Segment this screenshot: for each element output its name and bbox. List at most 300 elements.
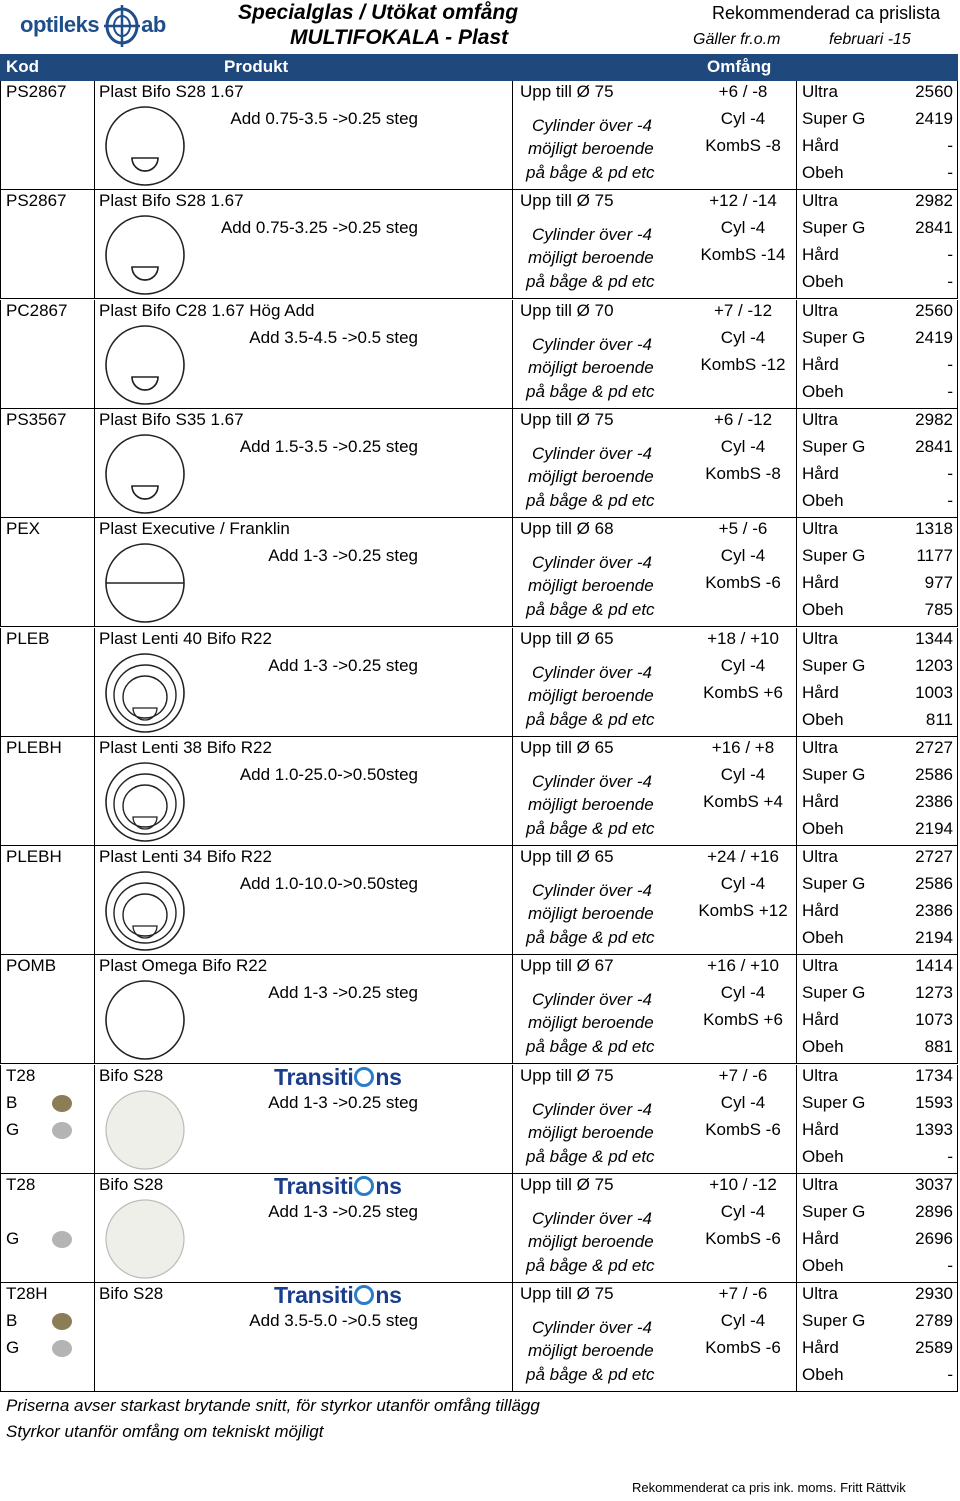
price: 1414 xyxy=(915,956,953,976)
komb-limit: KombS -12 xyxy=(700,354,786,374)
lens-diagram-icon xyxy=(102,103,188,189)
column-divider xyxy=(0,1065,1,1173)
transitions-ring-icon xyxy=(354,1285,374,1305)
coating-type: Ultra xyxy=(802,1065,838,1085)
cylinder-note-2: möjligt beroende xyxy=(528,466,654,486)
column-divider xyxy=(796,190,797,298)
cyl-limit: Cyl -4 xyxy=(720,436,766,456)
power-range: +10 / -12 xyxy=(709,1175,777,1194)
cyl-limit: Cyl -4 xyxy=(720,655,766,675)
column-divider xyxy=(94,190,95,298)
price: - xyxy=(947,272,953,292)
column-divider xyxy=(0,518,1,626)
column-divider xyxy=(512,190,513,298)
product-name: Plast Bifo S28 1.67 xyxy=(99,191,244,211)
column-divider xyxy=(796,737,797,845)
column-divider xyxy=(0,409,1,517)
column-divider xyxy=(512,1065,513,1173)
cyl-limit: Cyl -4 xyxy=(720,218,766,238)
cylinder-note-2: möjligt beroende xyxy=(528,357,654,377)
product-name: Bifo S28 xyxy=(99,1284,164,1304)
power-range: +7 / -6 xyxy=(718,1284,768,1304)
price: 2982 xyxy=(915,409,953,429)
coating-type: Hård xyxy=(802,1338,839,1358)
power-range: +6 / -12 xyxy=(713,409,773,429)
price: 2841 xyxy=(915,218,953,238)
coating-type: Obeh xyxy=(802,1037,844,1057)
column-divider xyxy=(796,955,797,1063)
column-header-bar xyxy=(0,54,958,81)
cylinder-note-2: möjligt beroende xyxy=(528,248,654,268)
column-divider xyxy=(0,300,1,408)
coating-type: Super G xyxy=(802,983,866,1003)
cylinder-note-2: möjligt beroende xyxy=(528,1232,654,1251)
coating-type: Ultra xyxy=(802,1284,838,1304)
diameter: Upp till Ø 70 xyxy=(520,300,614,320)
diameter: Upp till Ø 67 xyxy=(520,956,614,976)
cyl-limit: Cyl -4 xyxy=(720,1202,766,1221)
price: 3037 xyxy=(915,1175,953,1194)
valid-from-date: februari -15 xyxy=(829,31,911,48)
product-code: PLEBH xyxy=(6,737,62,757)
logo-crosshair-icon xyxy=(102,4,142,48)
cylinder-note-1: Cylinder över -4 xyxy=(532,116,652,135)
coating-type: Ultra xyxy=(802,191,838,211)
cyl-limit: Cyl -4 xyxy=(720,983,766,1003)
product-row xyxy=(0,81,958,190)
column-divider xyxy=(512,81,513,189)
product-row xyxy=(0,190,958,299)
price: 977 xyxy=(924,573,953,593)
price: 1073 xyxy=(915,1010,953,1030)
product-name: Plast Bifo S35 1.67 xyxy=(99,409,244,429)
product-row xyxy=(0,518,958,627)
komb-limit: KombS +4 xyxy=(703,791,783,811)
cylinder-note-1: Cylinder över -4 xyxy=(532,553,652,573)
coating-type: Obeh xyxy=(802,1365,844,1385)
coating-type: Hård xyxy=(802,1229,839,1248)
coating-type: Super G xyxy=(802,764,866,784)
tint-label: G xyxy=(6,1229,20,1248)
coating-type: Super G xyxy=(802,218,866,238)
coating-type: Obeh xyxy=(802,709,844,729)
product-name: Plast Bifo S28 1.67 xyxy=(99,82,244,101)
column-divider xyxy=(957,81,958,189)
add-range: Add 1.0-25.0->0.50steg xyxy=(239,764,418,784)
price: - xyxy=(947,1256,953,1275)
tint-label: B xyxy=(6,1311,18,1331)
cylinder-note-2: möjligt beroende xyxy=(528,904,654,924)
coating-type: Hård xyxy=(802,1010,839,1030)
column-divider xyxy=(796,1283,797,1391)
product-code: POMB xyxy=(6,956,57,976)
product-row xyxy=(0,737,958,846)
column-divider xyxy=(796,1174,797,1282)
price: 2419 xyxy=(915,109,953,128)
add-range: Add 3.5-5.0 ->0.5 steg xyxy=(249,1311,418,1331)
price: 881 xyxy=(924,1037,953,1057)
column-divider xyxy=(512,300,513,408)
lens-diagram-icon xyxy=(102,868,188,954)
product-code: PS2867 xyxy=(6,191,67,211)
price: 2789 xyxy=(915,1311,953,1331)
coating-type: Obeh xyxy=(802,600,844,620)
coating-type: Ultra xyxy=(802,409,838,429)
column-divider xyxy=(94,1283,95,1391)
coating-type: Super G xyxy=(802,546,866,566)
product-code: PS3567 xyxy=(6,409,67,429)
cylinder-note-1: Cylinder över -4 xyxy=(532,225,652,245)
price: 1344 xyxy=(915,628,953,648)
cylinder-note-2: möjligt beroende xyxy=(528,576,654,596)
add-range: Add 1.5-3.5 ->0.25 steg xyxy=(239,436,418,456)
column-divider xyxy=(796,300,797,408)
price: 2194 xyxy=(915,818,953,838)
power-range: +12 / -14 xyxy=(709,191,777,211)
add-range: Add 1.0-10.0->0.50steg xyxy=(239,874,418,894)
tint-color-swatch xyxy=(52,1231,72,1248)
price: 2386 xyxy=(915,901,953,921)
column-divider xyxy=(94,81,95,189)
product-name: Plast Lenti 34 Bifo R22 xyxy=(99,847,272,867)
tint-label: B xyxy=(6,1092,18,1112)
komb-limit: KombS +12 xyxy=(698,901,788,921)
column-divider xyxy=(512,955,513,1063)
column-divider xyxy=(0,737,1,845)
product-code: PEX xyxy=(6,519,41,539)
column-divider xyxy=(512,409,513,517)
komb-limit: KombS +6 xyxy=(703,1010,783,1030)
coating-type: Hård xyxy=(802,901,839,921)
cylinder-note-3: på båge & pd etc xyxy=(526,490,655,510)
cylinder-note-3: på båge & pd etc xyxy=(526,818,655,838)
transitions-text-1: Transiti xyxy=(274,1282,354,1309)
price: - xyxy=(947,381,953,401)
cyl-limit: Cyl -4 xyxy=(720,1311,766,1331)
logo-text: optileks ab xyxy=(20,12,166,37)
coating-type: Ultra xyxy=(802,300,838,320)
column-divider xyxy=(796,1065,797,1173)
coating-type: Super G xyxy=(802,436,866,456)
valid-from-label: Gäller fr.o.m xyxy=(693,31,781,48)
product-row xyxy=(0,409,958,518)
product-row xyxy=(0,1065,958,1174)
cylinder-note-2: möjligt beroende xyxy=(528,1013,654,1033)
transitions-text-1: Transiti xyxy=(274,1173,354,1199)
column-divider xyxy=(796,81,797,189)
price: - xyxy=(947,1365,953,1385)
cylinder-note-1: Cylinder över -4 xyxy=(532,1099,652,1119)
add-range: Add 0.75-3.5 ->0.25 steg xyxy=(230,109,418,128)
cylinder-note-3: på båge & pd etc xyxy=(526,381,655,401)
lens-diagram-icon xyxy=(102,540,188,626)
diameter: Upp till Ø 75 xyxy=(520,191,614,211)
price: 2727 xyxy=(915,847,953,867)
cylinder-note-2: möjligt beroende xyxy=(528,1122,654,1142)
product-name: Plast Lenti 38 Bifo R22 xyxy=(99,737,272,757)
add-range: Add 1-3 ->0.25 steg xyxy=(268,1202,418,1221)
column-divider xyxy=(94,737,95,845)
price: 2982 xyxy=(915,191,953,211)
coating-type: Obeh xyxy=(802,1256,844,1275)
add-range: Add 0.75-3.25 ->0.25 steg xyxy=(220,218,418,238)
cylinder-note-1: Cylinder över -4 xyxy=(532,1318,652,1338)
price: 2589 xyxy=(915,1338,953,1358)
price: 2386 xyxy=(915,791,953,811)
price: - xyxy=(947,463,953,483)
col-kod: Kod xyxy=(6,57,40,76)
cyl-limit: Cyl -4 xyxy=(720,546,766,566)
cylinder-note-1: Cylinder över -4 xyxy=(532,990,652,1010)
lens-diagram-icon xyxy=(102,1087,188,1173)
price: - xyxy=(947,245,953,265)
transitions-text-2: ns xyxy=(375,1282,402,1309)
column-divider xyxy=(957,1283,958,1391)
lens-diagram-icon xyxy=(102,212,188,298)
coating-type: Obeh xyxy=(802,163,844,182)
footer-note-1: Priserna avser starkast brytande snitt, för styrkor utanför omfång tillägg xyxy=(6,1396,540,1415)
price: 1318 xyxy=(915,519,953,539)
footer-note-2: Styrkor utanför omfång om tekniskt möjligt xyxy=(6,1422,324,1441)
cylinder-note-3: på båge & pd etc xyxy=(526,600,655,620)
coating-type: Ultra xyxy=(802,847,838,867)
cylinder-note-1: Cylinder över -4 xyxy=(532,771,652,791)
add-range: Add 1-3 ->0.25 steg xyxy=(268,546,418,566)
coating-type: Ultra xyxy=(802,1175,838,1194)
tint-label: G xyxy=(6,1338,20,1358)
column-divider xyxy=(0,846,1,954)
komb-limit: KombS -6 xyxy=(705,1338,781,1358)
cylinder-note-3: på båge & pd etc xyxy=(526,709,655,729)
product-row xyxy=(0,1174,958,1283)
diameter: Upp till Ø 75 xyxy=(520,409,614,429)
diameter: Upp till Ø 75 xyxy=(520,1175,614,1194)
tint-label: G xyxy=(6,1119,20,1139)
cyl-limit: Cyl -4 xyxy=(720,874,766,894)
col-omfang: Omfång xyxy=(707,57,772,76)
komb-limit: KombS +6 xyxy=(703,682,783,702)
coating-type: Ultra xyxy=(802,956,838,976)
cylinder-note-2: möjligt beroende xyxy=(528,1341,654,1361)
coating-type: Hård xyxy=(802,682,839,702)
transitions-logo xyxy=(274,1064,402,1091)
column-divider xyxy=(957,846,958,954)
diameter: Upp till Ø 75 xyxy=(520,82,614,101)
price: - xyxy=(947,163,953,182)
price: 785 xyxy=(924,600,953,620)
tint-color-swatch xyxy=(52,1095,72,1112)
column-divider xyxy=(957,628,958,736)
coating-type: Super G xyxy=(802,1092,866,1112)
coating-type: Super G xyxy=(802,874,866,894)
transitions-ring-icon xyxy=(354,1067,374,1087)
column-divider xyxy=(94,1065,95,1173)
price: 2560 xyxy=(915,82,953,101)
cylinder-note-3: på båge & pd etc xyxy=(526,1256,655,1275)
lens-diagram-icon xyxy=(102,977,188,1063)
price: 1273 xyxy=(915,983,953,1003)
product-row xyxy=(0,300,958,409)
column-divider xyxy=(796,518,797,626)
price: 2727 xyxy=(915,737,953,757)
add-range: Add 3.5-4.5 ->0.5 steg xyxy=(249,327,418,347)
coating-type: Hård xyxy=(802,245,839,265)
power-range: +7 / -6 xyxy=(718,1065,768,1085)
price: - xyxy=(947,1146,953,1166)
column-divider xyxy=(94,1174,95,1282)
column-divider xyxy=(796,628,797,736)
product-row xyxy=(0,846,958,955)
column-divider xyxy=(512,737,513,845)
column-divider xyxy=(94,955,95,1063)
page-subtitle: MULTIFOKALA - Plast xyxy=(290,26,509,49)
cylinder-note-3: på båge & pd etc xyxy=(526,163,655,182)
price: 2419 xyxy=(915,327,953,347)
optileks-logo xyxy=(20,4,180,48)
cylinder-note-3: på båge & pd etc xyxy=(526,1146,655,1166)
transitions-text-1: Transiti xyxy=(274,1063,354,1090)
price: 2930 xyxy=(915,1284,953,1304)
diameter: Upp till Ø 75 xyxy=(520,1284,614,1304)
power-range: +18 / +10 xyxy=(707,628,779,648)
transitions-text-2: ns xyxy=(375,1173,402,1199)
coating-type: Obeh xyxy=(802,490,844,510)
product-code: PLEBH xyxy=(6,847,62,867)
product-code: T28 xyxy=(6,1175,36,1194)
coating-type: Hård xyxy=(802,573,839,593)
price: 2586 xyxy=(915,764,953,784)
column-divider xyxy=(957,737,958,845)
product-name: Bifo S28 xyxy=(99,1065,164,1085)
power-range: +6 / -8 xyxy=(718,82,768,101)
column-divider xyxy=(796,846,797,954)
coating-type: Hård xyxy=(802,136,839,155)
power-range: +7 / -12 xyxy=(713,300,773,320)
cylinder-note-1: Cylinder över -4 xyxy=(532,881,652,901)
transitions-logo xyxy=(274,1282,402,1309)
coating-type: Obeh xyxy=(802,1146,844,1166)
komb-limit: KombS -8 xyxy=(705,136,781,155)
coating-type: Super G xyxy=(802,109,866,128)
column-divider xyxy=(957,1174,958,1282)
komb-limit: KombS -6 xyxy=(705,1119,781,1139)
coating-type: Super G xyxy=(802,655,866,675)
diameter: Upp till Ø 75 xyxy=(520,1065,614,1085)
price: 1393 xyxy=(915,1119,953,1139)
komb-limit: KombS -14 xyxy=(700,245,786,265)
column-divider xyxy=(957,300,958,408)
komb-limit: KombS -6 xyxy=(705,573,781,593)
lens-diagram-icon xyxy=(102,322,188,408)
price: - xyxy=(947,490,953,510)
product-name: Plast Omega Bifo R22 xyxy=(99,956,268,976)
coating-type: Ultra xyxy=(802,519,838,539)
price: 1734 xyxy=(915,1065,953,1085)
add-range: Add 1-3 ->0.25 steg xyxy=(268,983,418,1003)
coating-type: Obeh xyxy=(802,381,844,401)
coating-type: Obeh xyxy=(802,928,844,948)
cylinder-note-2: möjligt beroende xyxy=(528,139,654,158)
product-name: Bifo S28 xyxy=(99,1175,164,1194)
transitions-logo xyxy=(274,1173,402,1200)
price: 1203 xyxy=(915,655,953,675)
diameter: Upp till Ø 65 xyxy=(520,628,614,648)
price: 2586 xyxy=(915,874,953,894)
product-name: Plast Lenti 40 Bifo R22 xyxy=(99,628,272,648)
page-header xyxy=(0,0,960,54)
coating-type: Super G xyxy=(802,1311,866,1331)
power-range: +16 / +8 xyxy=(711,737,775,757)
price: 1003 xyxy=(915,682,953,702)
column-divider xyxy=(0,955,1,1063)
cylinder-note-3: på båge & pd etc xyxy=(526,272,655,292)
cylinder-note-3: på båge & pd etc xyxy=(526,928,655,948)
column-divider xyxy=(0,628,1,736)
product-row xyxy=(0,628,958,737)
product-name: Plast Bifo C28 1.67 Hög Add xyxy=(99,300,315,320)
cylinder-note-3: på båge & pd etc xyxy=(526,1037,655,1057)
column-divider xyxy=(94,409,95,517)
komb-limit: KombS -6 xyxy=(705,1229,781,1248)
lens-diagram-icon xyxy=(102,431,188,517)
column-divider xyxy=(957,1065,958,1173)
price: 2696 xyxy=(915,1229,953,1248)
cylinder-note-1: Cylinder över -4 xyxy=(532,1209,652,1228)
tint-color-swatch xyxy=(52,1313,72,1330)
price: 2841 xyxy=(915,436,953,456)
cylinder-note-1: Cylinder över -4 xyxy=(532,662,652,682)
price: - xyxy=(947,354,953,374)
footer-note-3: Rekommenderat ca pris ink. moms. Fritt Rättvik xyxy=(632,1480,906,1495)
price: - xyxy=(947,136,953,155)
lens-diagram-icon xyxy=(102,650,188,736)
column-divider xyxy=(957,190,958,298)
cyl-limit: Cyl -4 xyxy=(720,327,766,347)
column-divider xyxy=(0,1174,1,1282)
price: 2194 xyxy=(915,928,953,948)
column-divider xyxy=(796,409,797,517)
power-range: +16 / +10 xyxy=(707,956,779,976)
product-name: Plast Executive / Franklin xyxy=(99,519,290,539)
price: 811 xyxy=(925,709,953,729)
power-range: +24 / +16 xyxy=(707,847,779,867)
column-divider xyxy=(512,1283,513,1391)
column-divider xyxy=(94,846,95,954)
coating-type: Ultra xyxy=(802,82,838,101)
column-divider xyxy=(512,518,513,626)
coating-type: Obeh xyxy=(802,272,844,292)
coating-type: Hård xyxy=(802,1119,839,1139)
diameter: Upp till Ø 68 xyxy=(520,519,614,539)
komb-limit: KombS -8 xyxy=(705,463,781,483)
cylinder-note-2: möjligt beroende xyxy=(528,794,654,814)
coating-type: Super G xyxy=(802,1202,866,1221)
column-divider xyxy=(957,409,958,517)
price: 1593 xyxy=(915,1092,953,1112)
tint-color-swatch xyxy=(52,1340,72,1357)
product-code: T28H xyxy=(6,1284,48,1304)
power-range: +5 / -6 xyxy=(718,519,768,539)
add-range: Add 1-3 ->0.25 steg xyxy=(268,655,418,675)
transitions-ring-icon xyxy=(354,1176,374,1196)
pricelist-label: Rekommenderad ca prislista xyxy=(712,3,941,23)
cylinder-note-1: Cylinder över -4 xyxy=(532,334,652,354)
coating-type: Ultra xyxy=(802,737,838,757)
coating-type: Super G xyxy=(802,327,866,347)
product-row xyxy=(0,955,958,1064)
product-code: PLEB xyxy=(6,628,50,648)
lens-diagram-icon xyxy=(102,759,188,845)
